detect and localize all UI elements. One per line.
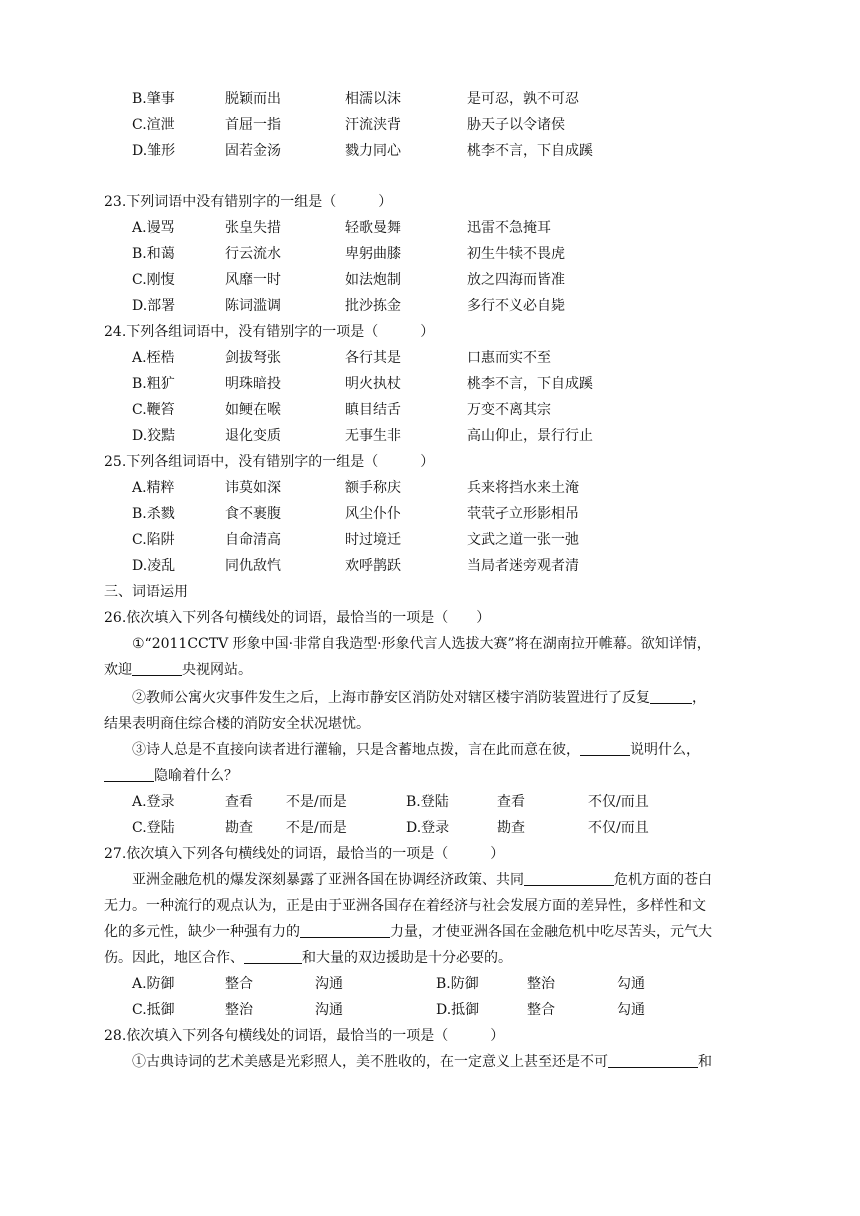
option-word: 剑拔弩张 [225, 350, 281, 366]
option-word: 相濡以沫 [345, 91, 401, 107]
text: 央视网站。 [182, 662, 252, 678]
option-word: 明珠暗投 [225, 376, 281, 392]
text: 伤。因此，地区合作、 [104, 950, 244, 966]
option-label: B.肇事 [132, 91, 175, 107]
option-word: 放之四海而皆准 [467, 272, 565, 288]
option-word: 同仇敌忾 [225, 558, 281, 574]
option-word: 整治 [527, 976, 555, 992]
option-label: C.陷阱 [132, 532, 175, 548]
option-label: B.登陆 [406, 794, 449, 810]
text: ②教师公寓火灾事件发生之后，上海市静安区消防处对辖区楼宇消防装置进行了反复 [132, 690, 650, 706]
option-label: B.杀戮 [132, 506, 175, 522]
fill-blank [580, 741, 630, 756]
option-word: 讳莫如深 [225, 480, 281, 496]
option-word: 桃李不言，下自成蹊 [467, 376, 593, 392]
sentence-2 [132, 688, 706, 708]
option-word: 风靡一时 [225, 272, 281, 288]
option-label: D.部署 [132, 298, 176, 314]
fill-blank [524, 871, 614, 886]
option-word: 多行不义必自毙 [467, 298, 565, 314]
option-word: 查看 [225, 794, 253, 810]
fill-blank [650, 689, 692, 704]
option-word: 欢呼鹊跃 [345, 558, 401, 574]
option-word: 无事生非 [345, 428, 401, 444]
option-word: 戮力同心 [345, 143, 401, 159]
option-label: C.刚愎 [132, 272, 175, 288]
fill-blank [300, 923, 390, 938]
text: ①古典诗词的艺术美感是光彩照人，美不胜收的，在一定意义上甚至还是不可 [132, 1054, 608, 1070]
option-word: 各行其是 [345, 350, 401, 366]
option-word: 食不裹腹 [225, 506, 281, 522]
text: 危机方面的苍白 [614, 872, 712, 888]
option-word: 固若金汤 [225, 143, 281, 159]
option-word: 勾通 [617, 976, 645, 992]
option-word: 不仅/而且 [588, 820, 649, 836]
option-word: 整合 [527, 1002, 555, 1018]
option-word: 高山仰止，景行行止 [467, 428, 593, 444]
passage-line [104, 948, 512, 968]
option-label: C.渲泄 [132, 117, 175, 133]
option-word: 整合 [225, 976, 253, 992]
question-stem: 25.下列各组词语中，没有错别字的一组是（ ） [104, 454, 435, 470]
text: 和 [698, 1054, 712, 1070]
text: ③诗人总是不直接向读者进行灌输，只是含蓄地点拨，言在此而意在彼， [132, 742, 580, 758]
fill-blank [244, 949, 302, 964]
option-word: 万变不离其宗 [467, 402, 551, 418]
option-label: D.登录 [406, 820, 450, 836]
option-label: B.和蔼 [132, 246, 175, 262]
option-label: A.防御 [132, 976, 175, 992]
option-word: 汗流浃背 [345, 117, 401, 133]
option-word: 脱颖而出 [225, 91, 281, 107]
option-label: B.粗犷 [132, 376, 175, 392]
text: 隐喻着什么？ [154, 768, 238, 784]
text: 化的多元性，缺少一种强有力的 [104, 924, 300, 940]
question-stem: 27.依次填入下列各句横线处的词语，最恰当的一项是（ ） [104, 846, 505, 862]
option-word: 胁天子以令诸侯 [467, 117, 565, 133]
option-label: C.登陆 [132, 820, 175, 836]
option-word: 不是/而是 [286, 820, 347, 836]
option-label: B.防御 [436, 976, 479, 992]
option-word: 是可忍，孰不可忍 [467, 91, 579, 107]
option-word: 额手称庆 [345, 480, 401, 496]
option-word: 兵来将挡水来土淹 [467, 480, 579, 496]
sentence-3 [132, 740, 700, 760]
option-word: 文武之道一张一弛 [467, 532, 579, 548]
option-word: 退化变质 [225, 428, 281, 444]
fill-blank [132, 661, 182, 676]
option-word: 风尘仆仆 [345, 506, 401, 522]
passage-line: 无力。一种流行的观点认为，正是由于亚洲各国存在着经济与社会发展方面的差异性，多样性和文 [104, 898, 706, 914]
option-word: 如鲠在喉 [225, 402, 281, 418]
option-word: 勘查 [225, 820, 253, 836]
text: 和大量的双边援助是十分必要的。 [302, 950, 512, 966]
option-word: 沟通 [315, 1002, 343, 1018]
option-word: 如法炮制 [345, 272, 401, 288]
question-stem: 26.依次填入下列各句横线处的词语，最恰当的一项是（ ） [104, 610, 491, 626]
option-word: 整治 [225, 1002, 253, 1018]
fill-blank [104, 767, 154, 782]
sentence-3-cont [104, 766, 238, 786]
option-word: 自命清高 [225, 532, 281, 548]
passage-line [104, 922, 712, 942]
option-word: 卑躬曲膝 [345, 246, 401, 262]
text: 欢迎 [104, 662, 132, 678]
text: 亚洲金融危机的爆发深刻暴露了亚洲各国在协调经济政策、共同 [132, 872, 524, 888]
option-word: 瞋目结舌 [345, 402, 401, 418]
option-label: D.雏形 [132, 143, 176, 159]
option-label: D.凌乱 [132, 558, 176, 574]
option-label: A.精粹 [132, 480, 175, 496]
option-word: 首屈一指 [225, 117, 281, 133]
option-word: 张皇失措 [225, 220, 281, 236]
sentence-1: ①“2011CCTV 形象中国·非常自我造型·形象代言人选拔大赛”将在湖南拉开帷幕。欲知详情， [132, 636, 711, 652]
option-label: A.桎梏 [132, 350, 175, 366]
option-word: 口惠而实不至 [467, 350, 551, 366]
option-word: 当局者迷旁观者清 [467, 558, 579, 574]
text: 说明什么， [630, 742, 700, 758]
fill-blank [608, 1053, 698, 1068]
option-label: D.狡黠 [132, 428, 176, 444]
option-word: 查看 [497, 794, 525, 810]
text: 力量，才使亚洲各国在金融危机中吃尽苦头，元气大 [390, 924, 712, 940]
option-word: 勘查 [497, 820, 525, 836]
sentence-2-cont: 结果表明商住综合楼的消防安全状况堪忧。 [104, 716, 370, 732]
option-word: 不是/而是 [286, 794, 347, 810]
option-word: 不仅/而且 [588, 794, 649, 810]
option-word: 陈词滥调 [225, 298, 281, 314]
sentence-1-cont [104, 660, 252, 680]
option-label: A.谩骂 [132, 220, 175, 236]
option-word: 行云流水 [225, 246, 281, 262]
sentence-1 [132, 1052, 712, 1072]
option-word: 沟通 [315, 976, 343, 992]
passage-line [132, 870, 712, 890]
option-word: 茕茕孑立形影相吊 [467, 506, 579, 522]
option-word: 桃李不言，下自成蹊 [467, 143, 593, 159]
option-word: 迅雷不急掩耳 [467, 220, 551, 236]
option-label: A.登录 [132, 794, 175, 810]
option-label: D.抵御 [436, 1002, 480, 1018]
option-word: 时过境迁 [345, 532, 401, 548]
option-label: C.抵御 [132, 1002, 175, 1018]
option-word: 明火执杖 [345, 376, 401, 392]
option-label: C.鞭笞 [132, 402, 175, 418]
option-word: 初生牛犊不畏虎 [467, 246, 565, 262]
option-word: 勾通 [617, 1002, 645, 1018]
text: ， [692, 690, 706, 706]
section-heading: 三、词语运用 [104, 584, 188, 600]
option-word: 轻歌曼舞 [345, 220, 401, 236]
question-stem: 23.下列词语中没有错别字的一组是（ ） [104, 194, 393, 210]
option-word: 批沙拣金 [345, 298, 401, 314]
question-stem: 28.依次填入下列各句横线处的词语，最恰当的一项是（ ） [104, 1028, 505, 1044]
question-stem: 24.下列各组词语中，没有错别字的一项是（ ） [104, 324, 435, 340]
